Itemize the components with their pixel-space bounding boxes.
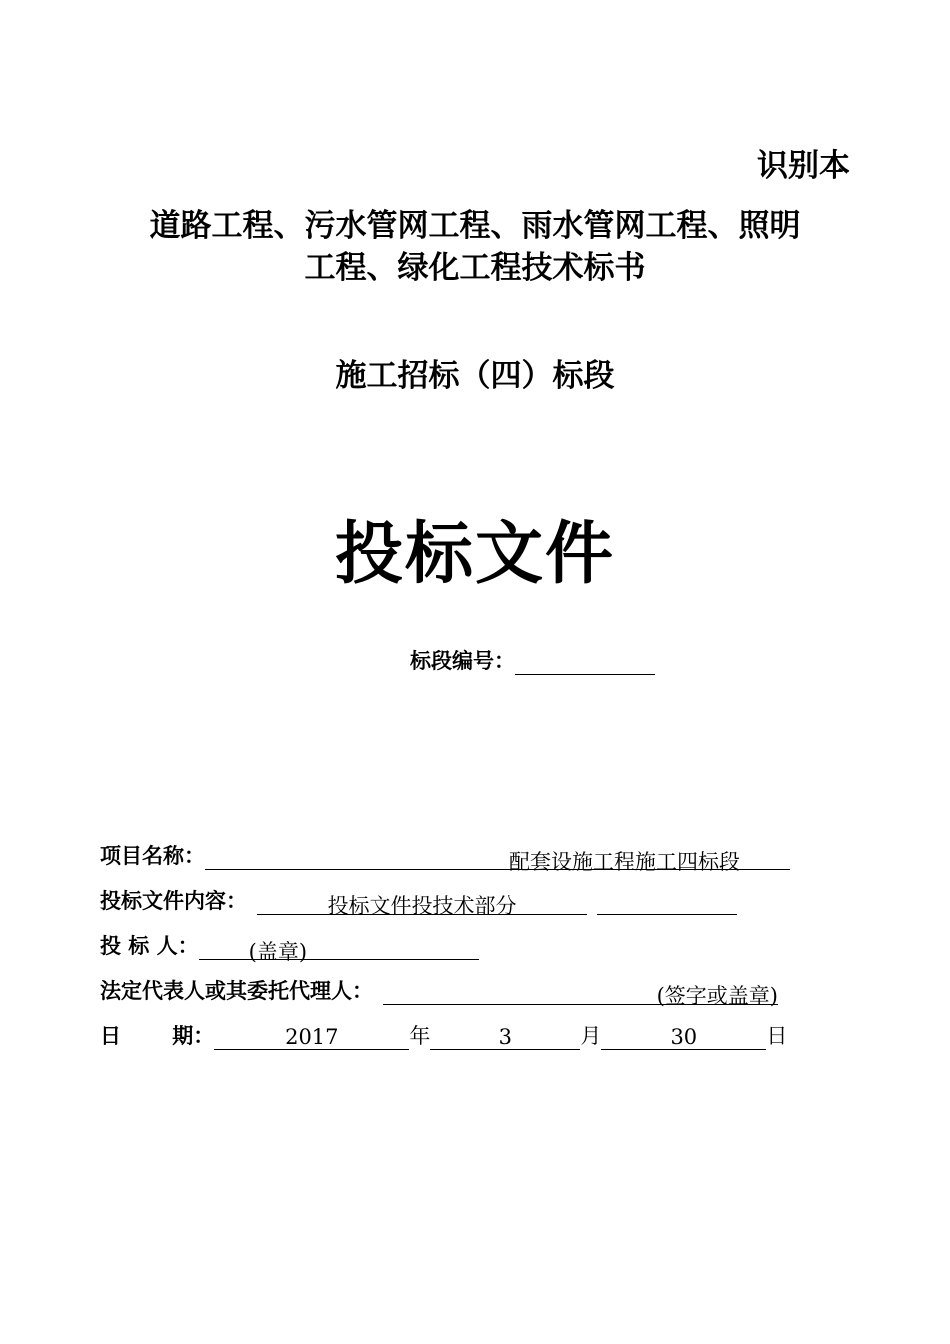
title-line-1: 道路工程、污水管网工程、雨水管网工程、照明 <box>149 208 801 244</box>
lot-number-label: 标段编号： <box>410 649 515 673</box>
bidder-label: 投 标 人： <box>100 934 199 958</box>
document-title: 投标文件 <box>334 515 615 594</box>
date-label: 日 期： <box>100 1024 215 1048</box>
lot-number-row <box>410 645 655 675</box>
project-name-row <box>100 840 790 874</box>
copy-label: 识别本 <box>757 148 850 184</box>
representative-signature-field[interactable]: (签字或盖章) <box>383 980 778 1005</box>
date-year-field[interactable]: 2017 <box>214 1025 409 1050</box>
lot-number-blank[interactable] <box>515 650 655 675</box>
content-row <box>100 885 737 918</box>
section-title: 施工招标（四）标段 <box>335 358 615 394</box>
content-label: 投标文件内容： <box>100 889 247 913</box>
date-month-field[interactable]: 3 <box>430 1025 580 1050</box>
date-day-field[interactable]: 30 <box>601 1025 766 1050</box>
bidder-row <box>100 930 479 964</box>
bidder-seal-field[interactable]: (盖章) <box>199 936 479 960</box>
date-row <box>100 1020 787 1050</box>
month-unit: 月 <box>580 1024 602 1048</box>
content-value[interactable]: 投标文件投技术部分 <box>257 890 587 915</box>
day-unit: 日 <box>766 1024 788 1048</box>
project-name-label: 项目名称： <box>100 844 205 868</box>
representative-row <box>100 975 778 1008</box>
project-name-value[interactable]: 配套设施工程施工四标段 <box>205 846 790 870</box>
title-line-2: 工程、绿化工程技术标书 <box>304 250 646 286</box>
year-unit: 年 <box>409 1024 431 1048</box>
content-extra-blank[interactable] <box>597 890 737 915</box>
representative-label: 法定代表人或其委托代理人： <box>100 979 373 1003</box>
